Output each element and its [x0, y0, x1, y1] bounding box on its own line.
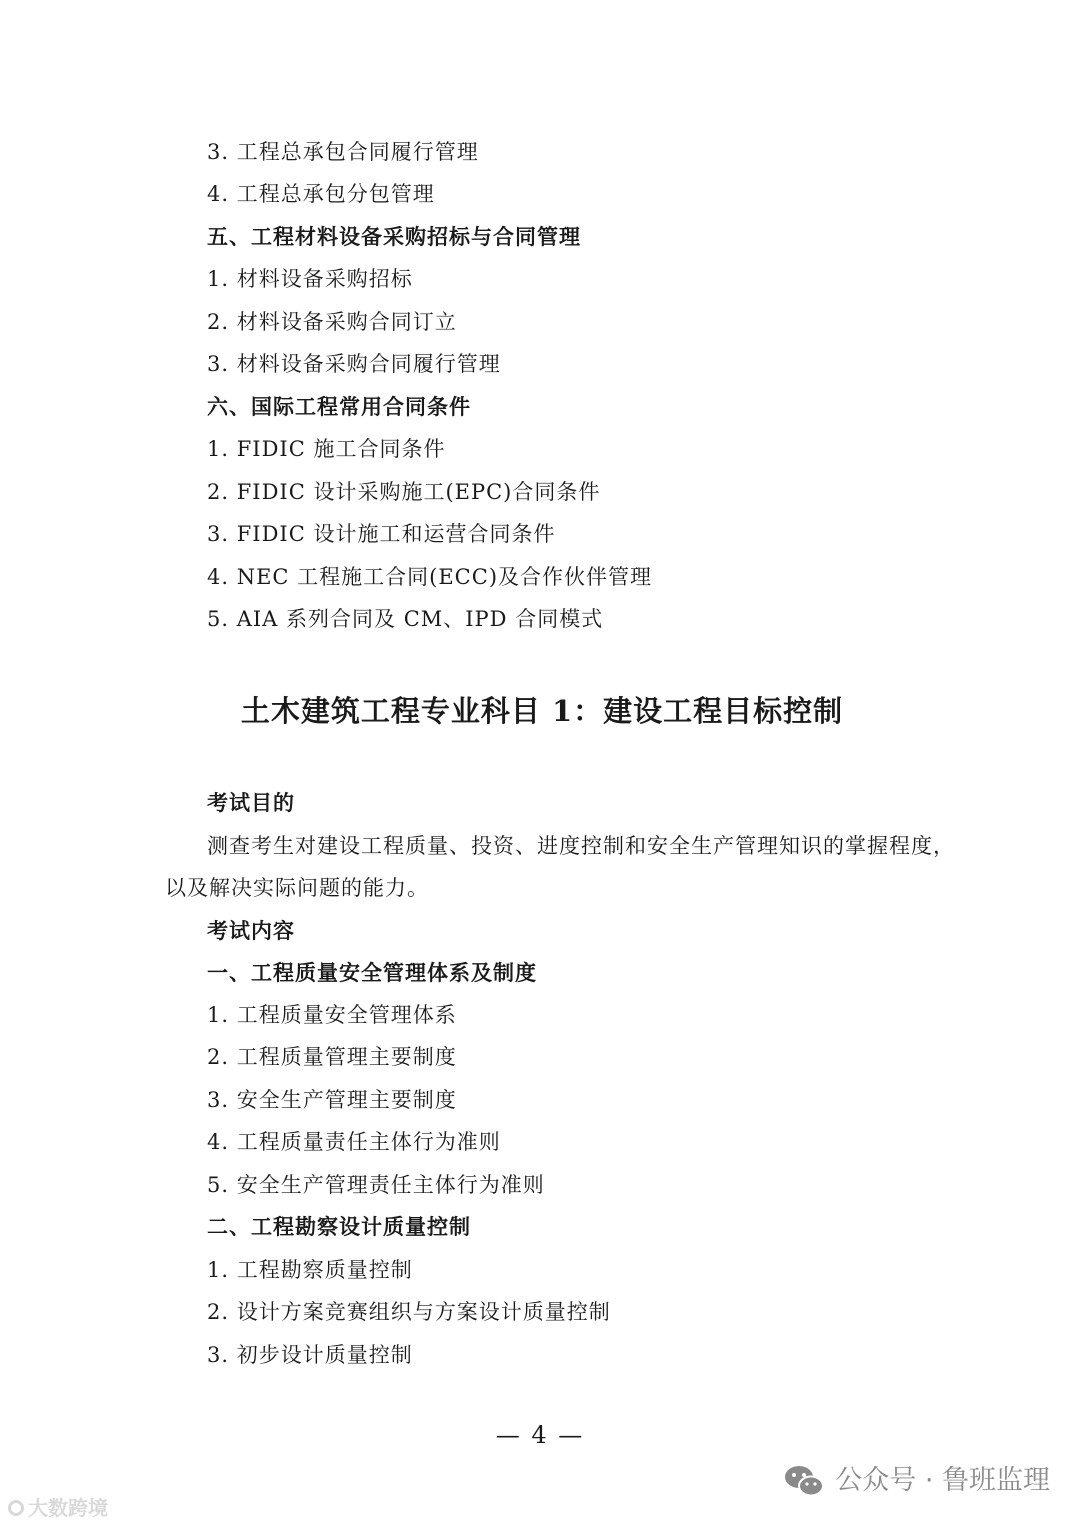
section-heading: 六、国际工程常用合同条件	[207, 394, 471, 419]
list-item: 4. NEC 工程施工合同(ECC)及合作伙伴管理	[207, 565, 653, 589]
wechat-account-text: 公众号 · 鲁班监理	[835, 1465, 1050, 1496]
list-item: 5. 安全生产管理责任主体行为准则	[207, 1173, 545, 1197]
content-label: 考试内容	[207, 918, 295, 943]
list-item: 4. 工程总承包分包管理	[207, 182, 435, 206]
section-heading: 五、工程材料设备采购招标与合同管理	[207, 224, 581, 249]
subject-title: 土木建筑工程专业科目 1：建设工程目标控制	[240, 694, 844, 728]
list-item: 3. 安全生产管理主要制度	[207, 1088, 457, 1112]
list-item: 1. 工程质量安全管理体系	[207, 1003, 457, 1027]
watermark-left-text: 大数跨境	[28, 1496, 108, 1520]
list-item: 3. 初步设计质量控制	[207, 1343, 413, 1367]
page-number: — 4 —	[495, 1421, 585, 1449]
list-item: 1. 工程勘察质量控制	[207, 1258, 413, 1282]
wechat-account-watermark	[783, 1463, 1050, 1499]
watermark-left	[8, 1496, 108, 1520]
purpose-text: 测查考生对建设工程质量、投资、进度控制和安全生产管理知识的掌握程度，	[207, 834, 955, 858]
section-heading: 一、工程质量安全管理体系及制度	[207, 960, 537, 985]
watermark-logo-icon	[8, 1500, 24, 1516]
wechat-icon	[783, 1464, 825, 1498]
list-item: 3. 材料设备采购合同履行管理	[207, 352, 501, 376]
purpose-text-continued: 以及解决实际问题的能力。	[165, 876, 429, 900]
list-item: 2. 材料设备采购合同订立	[207, 310, 457, 334]
section-heading: 二、工程勘察设计质量控制	[207, 1214, 471, 1239]
list-item: 5. AIA 系列合同及 CM、IPD 合同模式	[207, 607, 604, 631]
list-item: 1. 材料设备采购招标	[207, 267, 413, 291]
list-item: 3. FIDIC 设计施工和运营合同条件	[207, 522, 556, 546]
list-item: 2. 设计方案竞赛组织与方案设计质量控制	[207, 1300, 611, 1324]
list-item: 1. FIDIC 施工合同条件	[207, 437, 446, 461]
list-item: 2. 工程质量管理主要制度	[207, 1045, 457, 1069]
purpose-label: 考试目的	[207, 790, 295, 815]
list-item: 2. FIDIC 设计采购施工(EPC)合同条件	[207, 480, 601, 504]
list-item: 4. 工程质量责任主体行为准则	[207, 1130, 501, 1154]
list-item: 3. 工程总承包合同履行管理	[207, 140, 479, 164]
